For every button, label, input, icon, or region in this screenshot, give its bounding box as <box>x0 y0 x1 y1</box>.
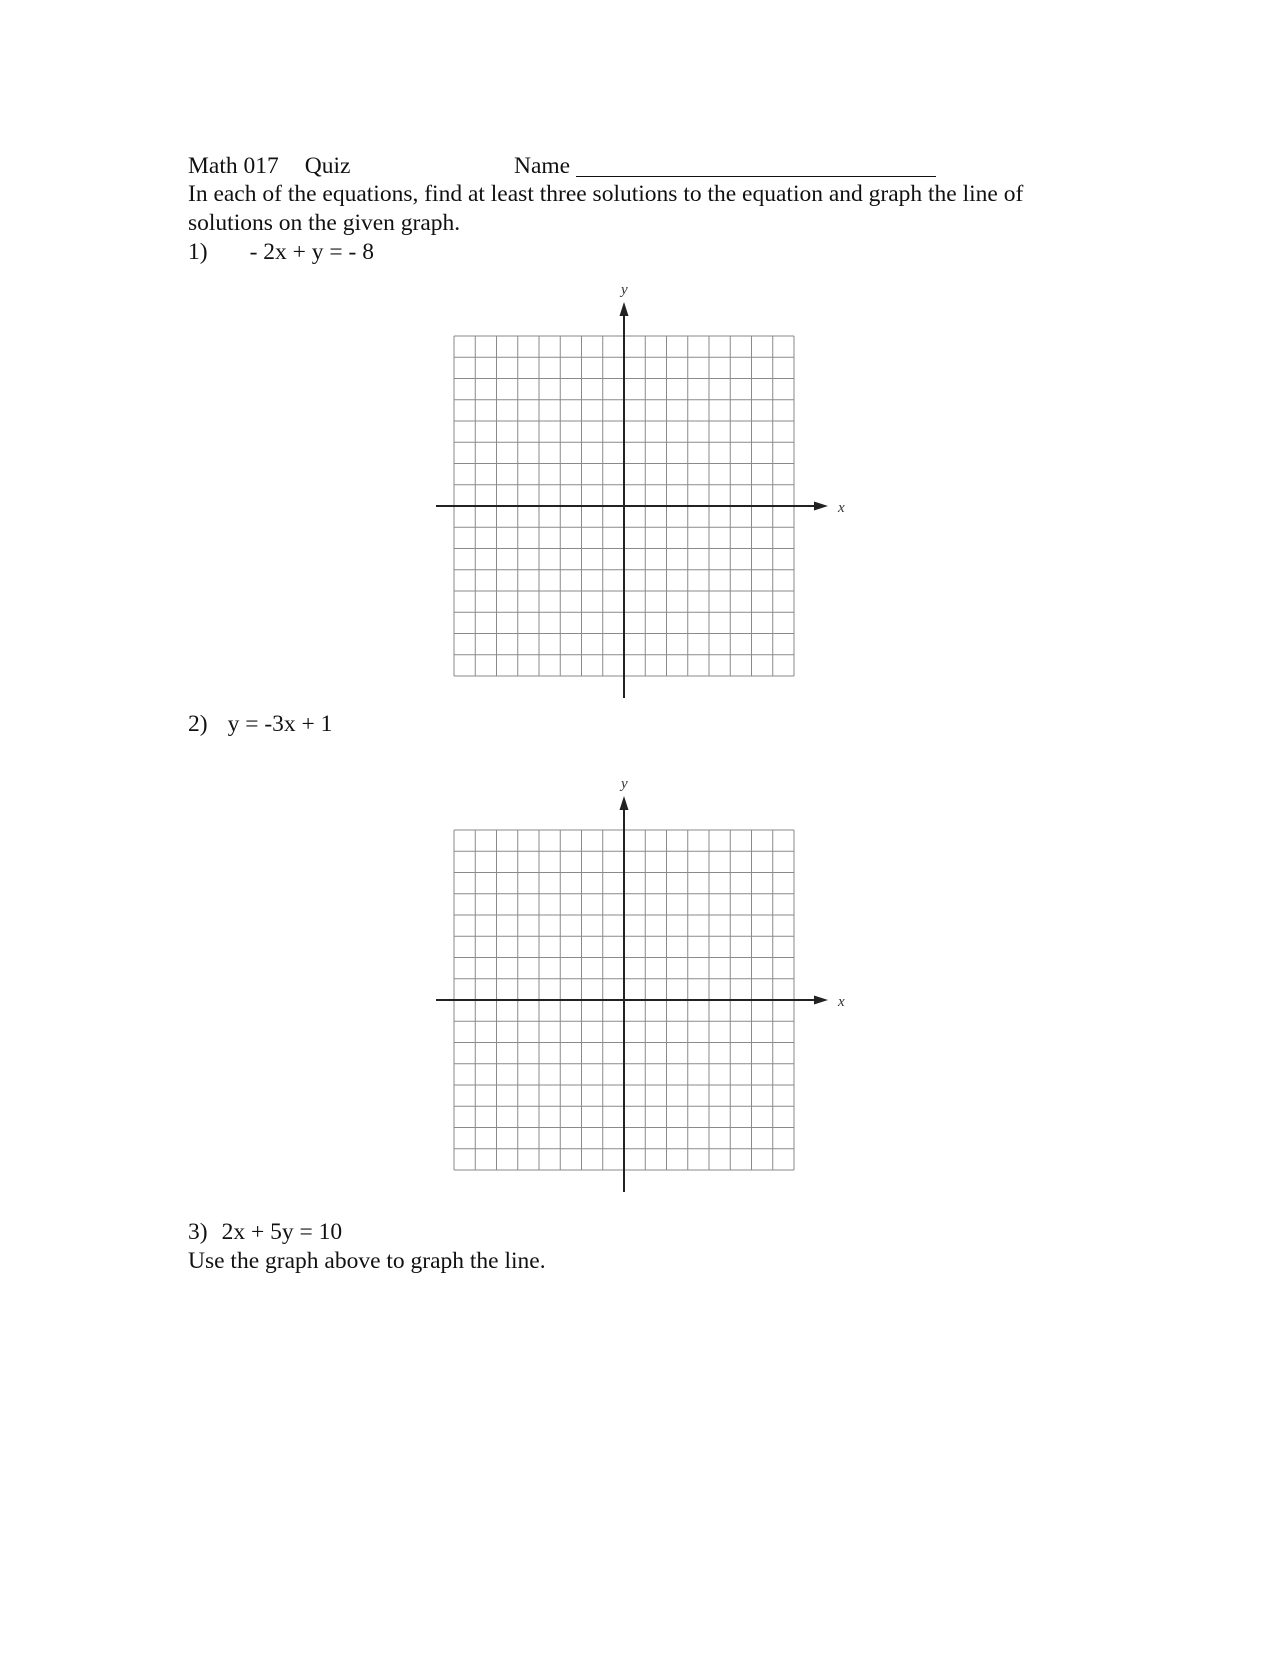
coordinate-grid-2[interactable] <box>430 770 870 1210</box>
problem-3-equation: 2x + 5y = 10 <box>221 1219 343 1245</box>
course-title: Math 017 <box>188 153 279 179</box>
x-axis-arrow-icon <box>814 996 828 1005</box>
name-label: Name <box>514 153 571 179</box>
y-axis-label: y <box>621 776 628 792</box>
problem-2-equation: y = -3x + 1 <box>227 711 333 737</box>
instructions-line-2: solutions on the given graph. <box>188 210 461 236</box>
graph-2[interactable] <box>430 770 870 1210</box>
x-axis-label: x <box>838 500 845 516</box>
problem-1-number: 1) <box>188 239 208 265</box>
problem-3-number: 3) <box>188 1219 208 1245</box>
coordinate-grid-1[interactable] <box>430 276 870 716</box>
name-field[interactable] <box>576 176 936 177</box>
x-axis-label: x <box>838 994 845 1010</box>
y-axis-label: y <box>621 282 628 298</box>
problem-3 <box>188 1218 342 1246</box>
quiz-label: Quiz <box>304 153 351 179</box>
problem-2 <box>188 710 332 738</box>
instructions-line-1: In each of the equations, find at least three solutions to the equation and graph the line of <box>188 181 1024 207</box>
graph-1[interactable] <box>430 276 870 716</box>
problem-1-equation: - 2x + y = - 8 <box>249 239 374 265</box>
y-axis-arrow-icon <box>620 302 629 316</box>
x-axis-arrow-icon <box>814 502 828 511</box>
footer-note: Use the graph above to graph the line. <box>188 1248 546 1274</box>
problem-1 <box>188 238 374 266</box>
y-axis-arrow-icon <box>620 796 629 810</box>
problem-2-number: 2) <box>188 711 208 737</box>
quiz-header <box>188 152 350 180</box>
